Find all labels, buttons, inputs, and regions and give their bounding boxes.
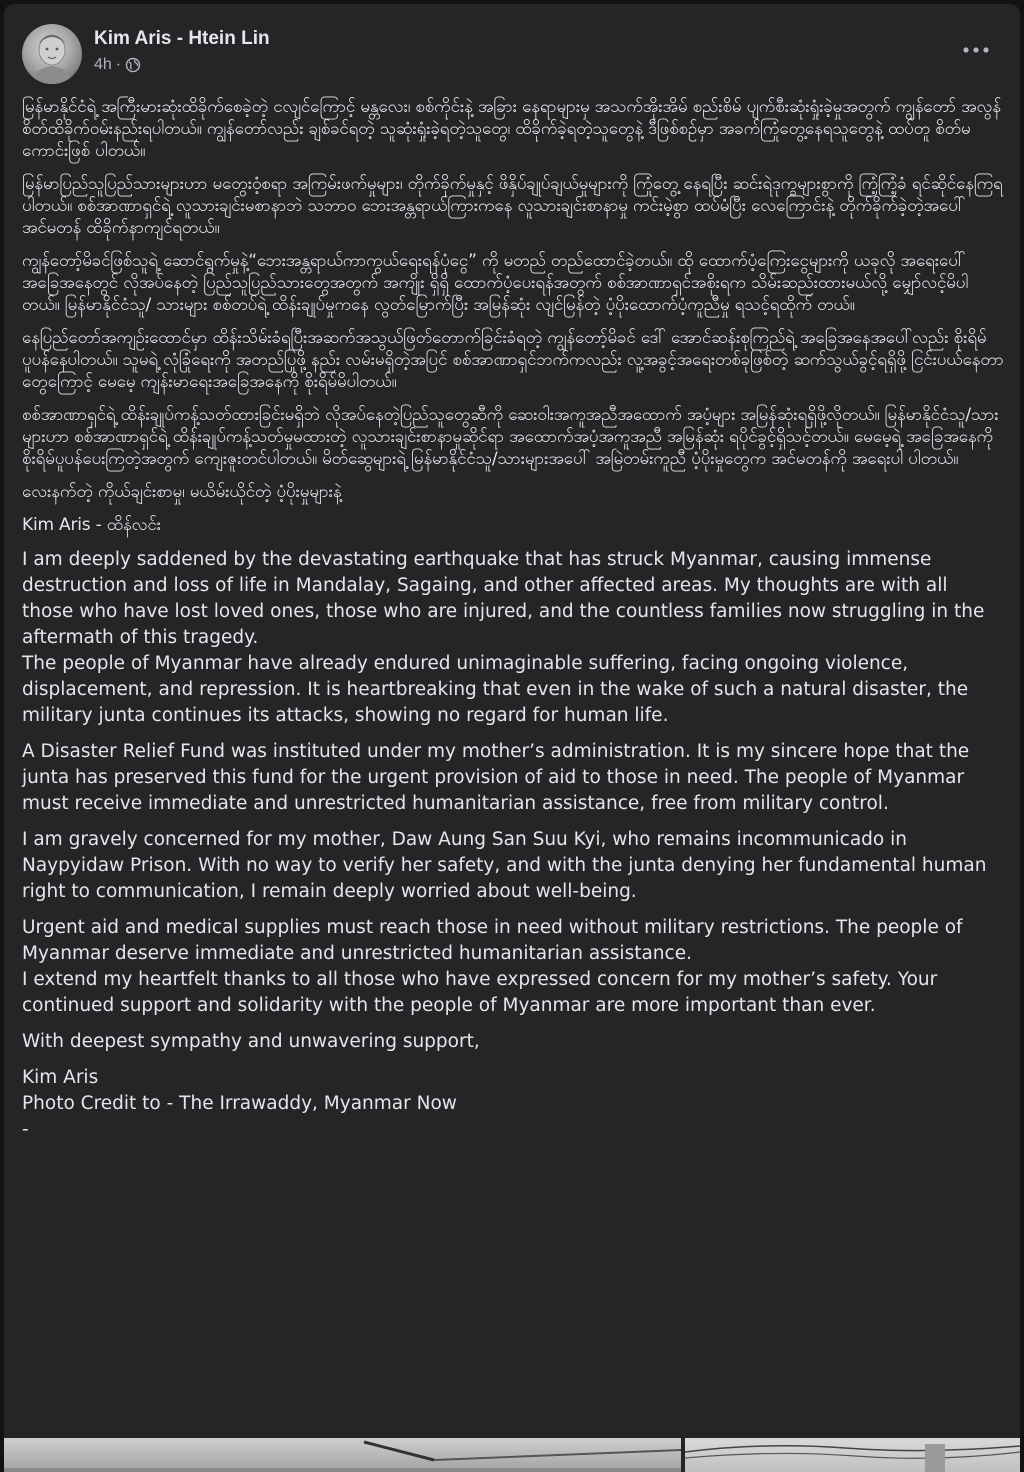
more-options-icon bbox=[962, 46, 990, 54]
burmese-paragraph-5: စစ်အာဏာရှင်ရဲ့ ထိန်းချုပ်ကန့်သတ်ထားခြင်းမရှိဘဲ လိုအပ်နေတဲ့ပြည်သူတွေဆီကို ဆေးဝါးအကူအညီအထောက် အပံ့များ အမြန်ဆုံးရရှိဖို့လိုတယ်။ မြန်မာနိုင်ငံသူ/သားများဟာ စစ်အာဏာရှင်ရဲ့ ထိန်းချုပ်ကန့်သတ်မှုမထားတဲ့ လူသားချင်းစာနာမှုဆိုင်ရာ အထောက်အပံ့အကူအညီ အမြန်ဆုံး ရပိုင်ခွင့်ရှိသင့်တယ်။ မေမေ့ရဲ့ အခြေအနေကို စိုးရိမ်ပူပန်ပေးကြတဲ့အတွက် ကျေးဇူးတင်ပါတယ်။ မိတ်ဆွေများရဲ့ မြန်မာနိုင်ငံသူ/သားများအပေါ် အမြဲတမ်းကူညီ ပံ့ပိုးမှုတွေက အင်မတန်ကို အရေးပါ ပါတယ်။ bbox=[22, 405, 999, 469]
post-photo-2[interactable] bbox=[685, 1438, 1020, 1472]
avatar[interactable] bbox=[22, 24, 82, 84]
english-line: I am deeply saddened by the devastating earthquake that has struck Myanmar, causing immense destruction and loss of life in Mandalay, Sagaing, and other affected areas. My thoughts are with all those who have lost loved ones, those who are injured, and the countless families now struggling in the aftermath of this tragedy. bbox=[22, 549, 985, 648]
globe-icon[interactable] bbox=[125, 57, 141, 73]
english-line: I extend my heartfelt thanks to all those who have expressed concern for my mother’s safety. Your continued support and solidarity with the people of Myanmar are more important than ever. bbox=[22, 969, 938, 1016]
english-line: A Disaster Relief Fund was instituted under my mother’s administration. It is my sincere hope that the junta has preserved this fund for the urgent provision of aid to those in need. The people of Myanmar must receive immediate and unrestricted humanitarian assistance, free from military control. bbox=[22, 741, 970, 814]
english-paragraph-1 bbox=[22, 547, 1004, 729]
signature-name: Kim Aris bbox=[22, 1067, 99, 1088]
post-photos bbox=[4, 1438, 1020, 1472]
english-line: The people of Myanmar have already endured unimaginable suffering, facing ongoing violence, displacement, and repression. It is heartbreaking that even in the wake of such a natural disaster, the military junta continues its attacks, showing no regard for human life. bbox=[22, 653, 969, 726]
post-card bbox=[4, 4, 1020, 1472]
post-author-name[interactable]: Kim Aris - Htein Lin bbox=[94, 28, 270, 49]
burmese-paragraph-4: နေပြည်တော်အကျဉ်းထောင်မှာ ထိန်းသိမ်းခံရပြီးအဆက်အသွယ်ဖြတ်တောက်ခြင်းခံရတဲ့ ကျွန်တော့်မိခင် ဒေါ် အောင်ဆန်းစုကြည်ရဲ့ အခြေအနေအပေါ်လည်း စိုးရိမ်ပူပန်နေပါတယ်။ သူမရဲ့ လုံခြုံရေးကို အတည်ပြုဖို့ နည်း လမ်းမရှိတဲ့အပြင် စစ်အာဏာရှင်ဘက်ကလည်း လူ့အခွင့်အရေးတစ်ခုဖြစ်တဲ့ ဆက်သွယ်ခွင့်ရရှိဖို့ ငြင်းပယ်နေတာ တွေကြောင့် မေမေ့ ကျန်းမာရေးအခြေအနေကို စိုးရိမ်မိပါတယ်။ bbox=[22, 328, 1004, 392]
english-line: With deepest sympathy and unwavering support, bbox=[22, 1031, 480, 1052]
burmese-paragraph-3: ကျွန်တော့်မိခင်ဖြစ်သူရဲ့ ဆောင်ရွက်မှုနဲ့“ဘေးအန္တရာယ်ကာကွယ်ရေးရန်ပုံငွေ” ကို မတည် တည်ထောင်ခဲ့တယ်။ ထို ထောက်ပံ့ကြေးငွေများကို ယခုလို အရေးပေါ် အခြေအနေတွင် လိုအပ်နေတဲ့ ပြည်သူပြည်သားတွေအတွက် အကျိုး ရှိရှိ ထောက်ပံ့ပေးရန်အတွက် စစ်အာဏာရှင်အစိုးရက သိမ်းဆည်းထားမယ်လို့ မျှော်လင့်မိပါတယ်။ မြန်မာနိုင်ငံသူ/ သားများ စစ်တပ်ရဲ့ ထိန်းချုပ်မှုကနေ လွတ်မြောက်ပြီး အမြန်ဆုံး လျင်မြန်တဲ့ ပံ့ပိုးထောက်ပံ့ကူညီမှု ရသင့်ရထိုက် တယ်။ bbox=[22, 251, 969, 315]
burmese-closing: လေးနက်တဲ့ ကိုယ်ချင်းစာမှု၊ မယိမ်းယိုင်တဲ့ ပံ့ပိုးမှုများနဲ့ bbox=[22, 482, 342, 502]
english-closing bbox=[22, 1029, 1004, 1055]
post-photo-1[interactable] bbox=[4, 1438, 681, 1472]
english-signature bbox=[22, 1065, 1004, 1143]
avatar-portrait-icon bbox=[22, 24, 82, 84]
burmese-paragraph-2: မြန်မာပြည်သူပြည်သားများဟာ မတွေးဝံ့စရာ အကြမ်းဖက်မှုများ၊ တိုက်ခိုက်မှုနှင့် ဖိနှိပ်ချုပ်ချယ်မှုများကို ကြုံတွေ့ နေရပြီး ဆင်းရဲဒုက္ခများစွာကို ကြံ့ကြံ့ခံ ရင်ဆိုင်နေကြရပါတယ်။ စစ်အာဏာရှင်ရဲ့ လူသားချင်းမစာနာဘဲ သဘာဝ ဘေးအန္တရာယ်ကြားကနေ လူသားချင်းစာနာမှု ကင်းမဲ့စွာ ထပ်မံပြီး လေကြောင်းနဲ့ တိုက်ခိုက်ခဲ့တဲ့အပေါ် အင်မတန် ထိခိုက်နာကျင်ရတယ်။ bbox=[22, 174, 1003, 238]
english-paragraph-3 bbox=[22, 827, 1004, 905]
post-timestamp[interactable]: 4h bbox=[94, 56, 112, 73]
photo-credit: Photo Credit to - The Irrawaddy, Myanmar Now bbox=[22, 1093, 457, 1114]
english-line: Urgent aid and medical supplies must reach those in need without military restrictions. The people of Myanmar deserve immediate and unrestricted humanitarian assistance. bbox=[22, 917, 963, 964]
post-meta bbox=[94, 56, 141, 74]
english-line: I am gravely concerned for my mother, Daw Aung San Suu Kyi, who remains incommunicado in Naypyidaw Prison. With no way to verify her safety, and with the junta denying her fundamental human right to communication, I remain deeply worried about well-being. bbox=[22, 829, 987, 902]
burmese-signature: Kim Aris - ထိန်လင်း bbox=[22, 515, 161, 535]
english-paragraph-2 bbox=[22, 739, 1004, 817]
post-header bbox=[22, 24, 1002, 88]
english-paragraph-4 bbox=[22, 915, 1004, 1019]
more-options-button[interactable] bbox=[960, 38, 992, 62]
post-body bbox=[22, 96, 1004, 1153]
meta-separator: · bbox=[115, 56, 122, 73]
burmese-paragraph-1: မြန်မာနိုင်ငံရဲ့ အကြီးမားဆုံးထိခိုက်စေခဲ့တဲ့ ငလျင်ကြောင့် မန္တလေး၊ စစ်ကိုင်းနဲ့ အခြား နေရာများမှ အသက်အိုးအိမ် စည်းစိမ် ပျက်စီးဆုံးရှုံးခဲ့မှုအတွက် ကျွန်တော် အလွန်စိတ်ထိခိုက်ဝမ်းနည်းရပါတယ်။ ကျွန်တော်လည်း ချစ်ခင်ရတဲ့ သူဆုံးရှုံးခဲ့ရတဲ့သူတွေ၊ ထိခိုက်ခဲ့ရတဲ့သူတွေနဲ့ ဒီဖြစ်စဉ်မှာ အခက်ကြုံတွေ့နေရသူတွေနဲ့ ထပ်တူ စိတ်မကောင်းဖြစ် ပါတယ်။ bbox=[22, 97, 1001, 161]
dash-line: - bbox=[22, 1119, 29, 1140]
